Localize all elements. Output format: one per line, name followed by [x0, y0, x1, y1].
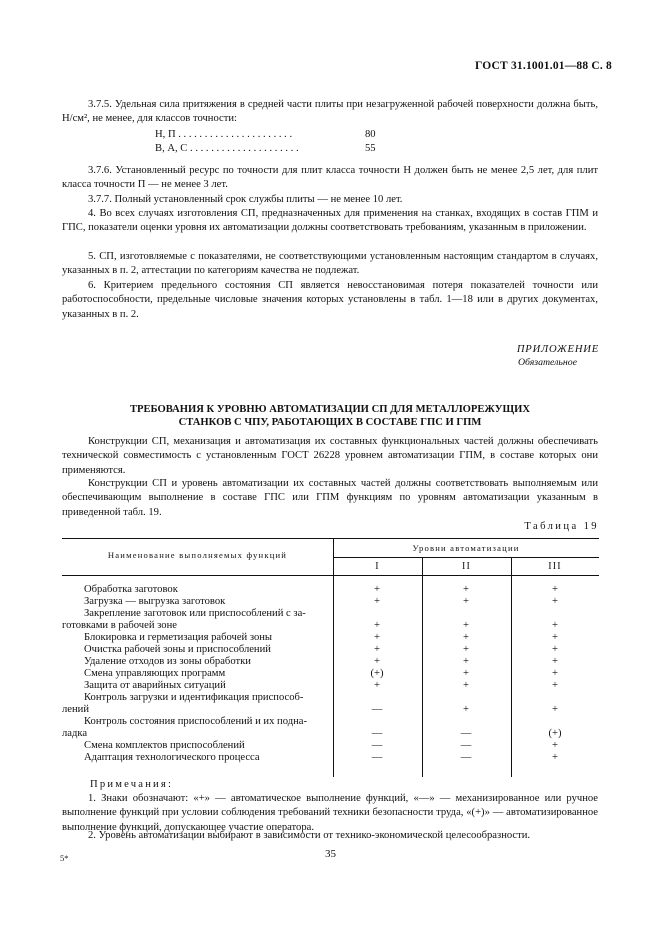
table-row-function: Загрузка — выгрузка заготовок: [84, 596, 226, 607]
note-2: 2. Уровень автоматизации выбирают в зависимости от технико-экономической целесообразности.: [88, 830, 531, 841]
paragraph-4: 4. Во всех случаях изготовления СП, предназначенных для применения на станках, входящих в состав ГПМ и ГПС, показатели оценки уровня их автоматизации должны соответствовать требованиям, указанным в приложении.: [62, 208, 598, 234]
table-cell-level-3: +: [552, 752, 558, 763]
page-header: ГОСТ 31.1001.01—88 С. 8: [475, 60, 612, 72]
table-cell-level-3: +: [552, 584, 558, 595]
table-cell-level-2: —: [460, 752, 472, 763]
table-cell-level-3: +: [552, 620, 558, 631]
signature-mark: 5*: [60, 853, 69, 863]
table-levels-rule: [333, 557, 599, 558]
table-cell-level-1: —: [371, 752, 383, 763]
table-cell-level-1: +: [374, 656, 380, 667]
table-cell-level-3: +: [552, 656, 558, 667]
table-divider: [511, 557, 512, 777]
table-row-function: Обработка заготовок: [84, 584, 178, 595]
appendix-intro-2: Конструкции СП и уровень автоматизации их составных частей должны соответствовать выполняемым или обеспечивающим выполнение в составе ГПС или ГПМ функциям по уровням автоматизации указанным в приведенной табл. 19.: [62, 478, 598, 518]
col-header-level-2: II: [461, 561, 472, 572]
table-cell-level-1: —: [371, 728, 383, 739]
paragraph-3-7-7: 3.7.7. Полный установленный срок службы плиты — не менее 10 лет.: [88, 194, 403, 205]
table-row-function: лений: [62, 704, 89, 715]
table-cell-level-3: +: [552, 644, 558, 655]
table-cell-level-3: +: [552, 632, 558, 643]
table-divider: [422, 557, 423, 777]
table-cell-level-3: +: [552, 596, 558, 607]
paragraph-3-7-6: 3.7.6. Установленный ресурс по точности для плит класса точности Н должен быть не менее 2,5 лет, для плит класса точности П — не менее 3 лет.: [62, 165, 598, 191]
force-row-label: Н, П . . . . . . . . . . . . . . . . . . . . . .: [155, 129, 293, 140]
col-header-function: Наименование выполняемых функций: [107, 550, 288, 560]
force-row-label: В, А, С . . . . . . . . . . . . . . . . . . . . .: [155, 143, 299, 154]
table-cell-level-1: +: [374, 644, 380, 655]
table-cell-level-1: +: [374, 584, 380, 595]
table-cell-level-1: (+): [370, 668, 384, 679]
force-row-value: 55: [365, 143, 376, 154]
table-cell-level-3: +: [552, 668, 558, 679]
paragraph-5: 5. СП, изготовляемые с показателями, не соответствующими установленным настоящим стандартом в случаях, указанных в п. 2, аттестации по категориям качества не подлежат.: [62, 251, 598, 277]
appendix-label: ПРИЛОЖЕНИЕ: [516, 344, 599, 355]
table-row-function: Очистка рабочей зоны и приспособлений: [84, 644, 271, 655]
table-cell-level-2: —: [460, 728, 472, 739]
table-row-function: Смена комплектов приспособлений: [84, 740, 245, 751]
table-cell-level-2: +: [463, 584, 469, 595]
table-row-function: Удаление отходов из зоны обработки: [84, 656, 251, 667]
appendix-title-line2: СТАНКОВ С ЧПУ, РАБОТАЮЩИХ В СОСТАВЕ ГПС И ГПМ: [178, 417, 482, 428]
table-cell-level-2: +: [463, 668, 469, 679]
table-cell-level-1: +: [374, 596, 380, 607]
col-header-levels: Уровни автоматизации: [412, 543, 520, 553]
page-number: 35: [325, 848, 336, 860]
table-row-function: Адаптация технологического процесса: [84, 752, 260, 763]
table-cell-level-2: +: [463, 680, 469, 691]
appendix-title-line1: ТРЕБОВАНИЯ К УРОВНЮ АВТОМАТИЗАЦИИ СП ДЛЯ МЕТАЛЛОРЕЖУЩИХ: [129, 404, 531, 415]
table-row-function: Закрепление заготовок или приспособлений с за-: [84, 608, 306, 619]
appendix-intro-1: Конструкции СП, механизация и автоматизация их составных функциональных частей должны обеспечивать технической совместимость с установленным ГОСТ 26228 уровнем автоматизации ГПМ, в составе которых они применяются.: [62, 436, 598, 476]
table-row-function: ладка: [62, 728, 88, 739]
table-row-function: Смена управляющих программ: [84, 668, 226, 679]
col-header-level-1: I: [375, 561, 380, 572]
force-row-value: 80: [365, 129, 376, 140]
table-caption: Таблица 19: [524, 521, 599, 532]
note-1: 1. Знаки обозначают: «+» — автоматическое выполнение функций, «—» — механизированное или ручное выполнение функций при условии соблюдения требований техники безопасности труда, «(+)» — автоматизированное выполнение функций, допускающее участие оператора.: [62, 793, 598, 833]
table-cell-level-1: —: [371, 740, 383, 751]
table-cell-level-3: (+): [548, 728, 562, 739]
table-cell-level-2: —: [460, 740, 472, 751]
table-cell-level-2: +: [463, 632, 469, 643]
table-cell-level-2: +: [463, 620, 469, 631]
table-row-function: Контроль загрузки и идентификация приспособ-: [84, 692, 304, 703]
paragraph-6: 6. Критерием предельного состояния СП является невосстановимая потеря показателей точности или работоспособности, предельные числовые значения которых установлены в табл. 1—18 или в других документах, указанных в п. 2.: [62, 280, 598, 320]
table-cell-level-3: +: [552, 680, 558, 691]
table-row-function: Защита от аварийных ситуаций: [84, 680, 226, 691]
table-cell-level-1: —: [371, 704, 383, 715]
col-header-level-3: III: [548, 561, 562, 572]
appendix-status: Обязательное: [517, 357, 577, 368]
table-cell-level-2: +: [463, 644, 469, 655]
table-cell-level-3: +: [552, 704, 558, 715]
table-cell-level-2: +: [463, 656, 469, 667]
table-cell-level-1: +: [374, 632, 380, 643]
table-divider: [333, 538, 334, 777]
table-cell-level-1: +: [374, 620, 380, 631]
table-top-rule: [62, 538, 599, 539]
table-cell-level-2: +: [463, 596, 469, 607]
table-row-function: Блокировка и герметизация рабочей зоны: [84, 632, 273, 643]
table-row-function: готовками в рабочей зоне: [62, 620, 177, 631]
table-cell-level-2: +: [463, 704, 469, 715]
table-header-rule: [62, 575, 599, 576]
notes-title: Примечания:: [90, 779, 174, 790]
table-row-function: Контроль состояния приспособлений и их подна-: [84, 716, 307, 727]
paragraph-3-7-5: 3.7.5. Удельная сила притяжения в средней части плиты при незагруженной рабочей поверхности должна быть, Н/см², не менее, для классов точности:: [62, 99, 598, 125]
table-cell-level-1: +: [374, 680, 380, 691]
table-cell-level-3: +: [552, 740, 558, 751]
